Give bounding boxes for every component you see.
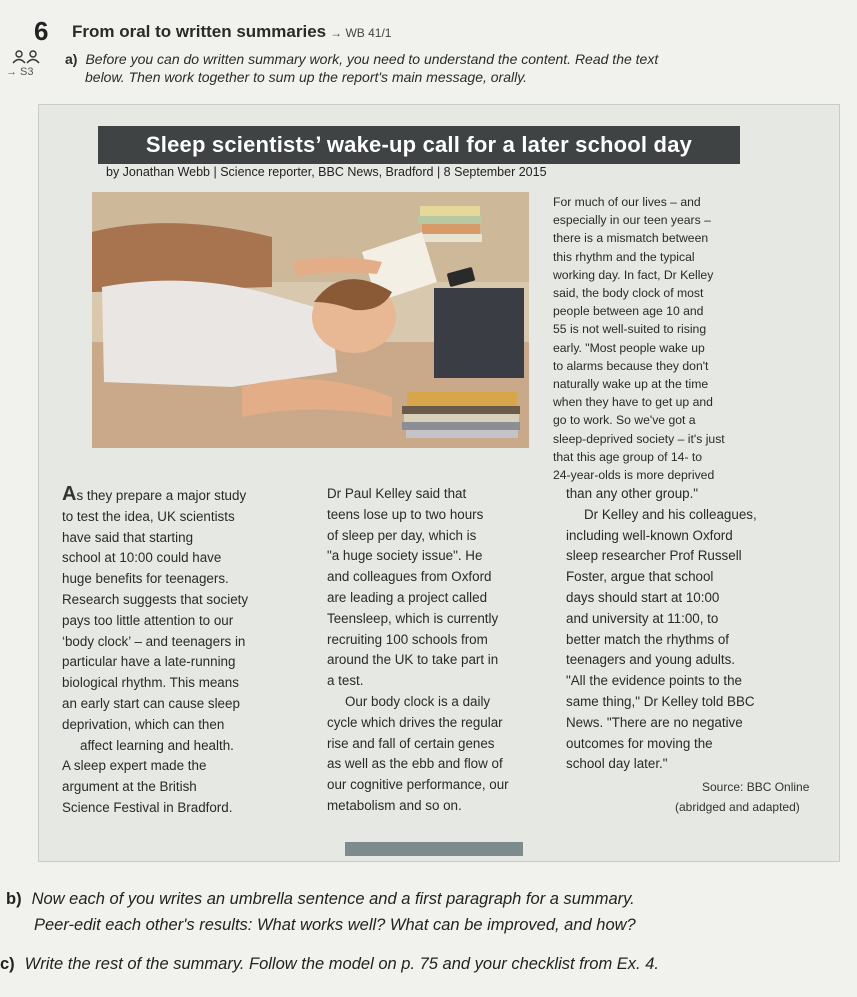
task-b [6, 886, 846, 938]
article-line: especially in our teen years – [553, 213, 711, 228]
exercise-title-text: From oral to written summaries [72, 22, 327, 41]
article-line: as well as the ebb and flow of [327, 756, 503, 772]
article-byline: by Jonathan Webb | Science reporter, BBC News, Bradford | 8 September 2015 [106, 165, 547, 179]
article-column-1-first-line [62, 484, 248, 507]
article-line: deprivation, which can then [62, 716, 225, 732]
task-c-text: Write the rest of the summary. Follow the model on p. 75 and your checklist from Ex. 4. [24, 955, 659, 973]
article-line: people between age 10 and [553, 304, 704, 319]
article-line: early. "Most people wake up [553, 340, 705, 355]
article-line: 55 is not well-suited to rising [553, 322, 707, 337]
article-line: a test. [327, 673, 364, 689]
task-b-line-2: Peer-edit each other's results: What works well? What can be improved, and how? [34, 916, 636, 934]
article-line: and university at 11:00, to [566, 610, 719, 626]
article-line: argument at the British [62, 779, 197, 795]
article-line: there is a mismatch between [553, 231, 709, 246]
article-line: working day. In fact, Dr Kelley [553, 267, 714, 282]
abridged-note: (abridged and adapted) [675, 800, 800, 814]
article-line: have said that starting [62, 529, 194, 545]
article-line: sleep researcher Prof Russell [566, 548, 742, 564]
article-line: affect learning and health. [80, 737, 234, 753]
workbook-reference: → WB 41/1 [330, 26, 392, 40]
article-line: For much of our lives – and [553, 195, 701, 209]
first-line-text: s they prepare a major study [76, 488, 247, 503]
article-line: that this age group of 14- to [553, 449, 703, 464]
article-line: are leading a project called [327, 589, 488, 605]
article-line: 24-year-olds is more deprived [553, 468, 715, 483]
task-a-line-2: below. Then work together to sum up the report's main message, orally. [85, 69, 528, 85]
drop-cap: A [62, 483, 77, 505]
article-line: "All the evidence points to the [566, 673, 742, 689]
article-line: teens lose up to two hours [327, 506, 484, 522]
article-line: our cognitive performance, our [327, 777, 509, 793]
article-line: huge benefits for teenagers. [62, 571, 229, 587]
article-line: of sleep per day, which is [327, 527, 477, 543]
teenager-asleep-on-books-photo [92, 192, 529, 448]
article-line: to alarms because they don't [553, 358, 709, 373]
article-column-2 [327, 484, 509, 817]
task-b-label: b) [6, 890, 22, 908]
article-line: A sleep expert made the [62, 758, 207, 774]
article-line: rise and fall of certain genes [327, 735, 495, 751]
task-a-line-1: Before you can do written summary work, you need to understand the content. Read the text [85, 51, 659, 67]
article-line: said, the body clock of most [553, 286, 704, 301]
article-line: Teensleep, which is currently [327, 610, 499, 626]
article-column-3 [566, 484, 757, 775]
article-column-1-lines [62, 507, 248, 819]
article-headline: Sleep scientists’ wake-up call for a later school day [98, 126, 740, 164]
pair-work-icon [12, 50, 42, 67]
article-line: particular have a late-running [62, 654, 236, 670]
article-line: Our body clock is a daily [345, 693, 491, 709]
article-line: an early start can cause sleep [62, 695, 240, 711]
article-line: News. "There are no negative [566, 714, 743, 730]
task-c-label: c) [0, 955, 15, 973]
article-line: Science Festival in Bradford. [62, 799, 233, 815]
card-bottom-tab [345, 842, 523, 856]
exercise-title [72, 22, 391, 42]
article-line: including well-known Oxford [566, 527, 733, 543]
article-line: Dr Kelley and his colleagues, [584, 506, 757, 522]
skills-page-reference: → S3 [6, 66, 34, 78]
article-line: Foster, argue that school [566, 569, 714, 585]
article-line: than any other group." [566, 486, 699, 501]
article-line: school at 10:00 could have [62, 550, 222, 566]
task-a [65, 50, 825, 86]
article-line: biological rhythm. This means [62, 675, 239, 691]
article-line: when they have to get up and [553, 395, 713, 410]
article-line: ‘body clock’ – and teenagers in [62, 633, 246, 649]
article-line: "a huge society issue". He [327, 548, 483, 564]
article-line: outcomes for moving the [566, 735, 713, 751]
article-line: same thing," Dr Kelley told BBC [566, 693, 755, 709]
article-line: to test the idea, UK scientists [62, 508, 235, 524]
article-line: days should start at 10:00 [566, 589, 720, 605]
article-line: teenagers and young adults. [566, 652, 735, 668]
task-c [0, 955, 850, 974]
article-line: cycle which drives the regular [327, 714, 503, 730]
source-note: Source: BBC Online [702, 780, 810, 794]
task-a-label: a) [65, 51, 78, 67]
article-line: Research suggests that society [62, 591, 249, 607]
article-line: naturally wake up at the time [553, 377, 709, 392]
article-line: school day later." [566, 756, 668, 772]
article-line: this rhythm and the typical [553, 249, 695, 264]
task-b-line-1: Now each of you writes an umbrella sentence and a first paragraph for a summary. [31, 890, 635, 908]
article-text-right-top [553, 193, 725, 484]
article-line: go to work. So we've got a [553, 413, 696, 428]
article-line: sleep-deprived society – it's just [553, 431, 725, 446]
article-line: better match the rhythms of [566, 631, 729, 647]
article-line: around the UK to take part in [327, 652, 499, 668]
article-column-1 [62, 484, 248, 819]
article-line: pays too little attention to our [62, 612, 234, 628]
article-line: recruiting 100 schools from [327, 631, 488, 647]
exercise-number: 6 [34, 16, 49, 46]
article-line: and colleagues from Oxford [327, 569, 492, 585]
article-line: Dr Paul Kelley said that [327, 486, 467, 501]
article-line: metabolism and so on. [327, 797, 462, 813]
